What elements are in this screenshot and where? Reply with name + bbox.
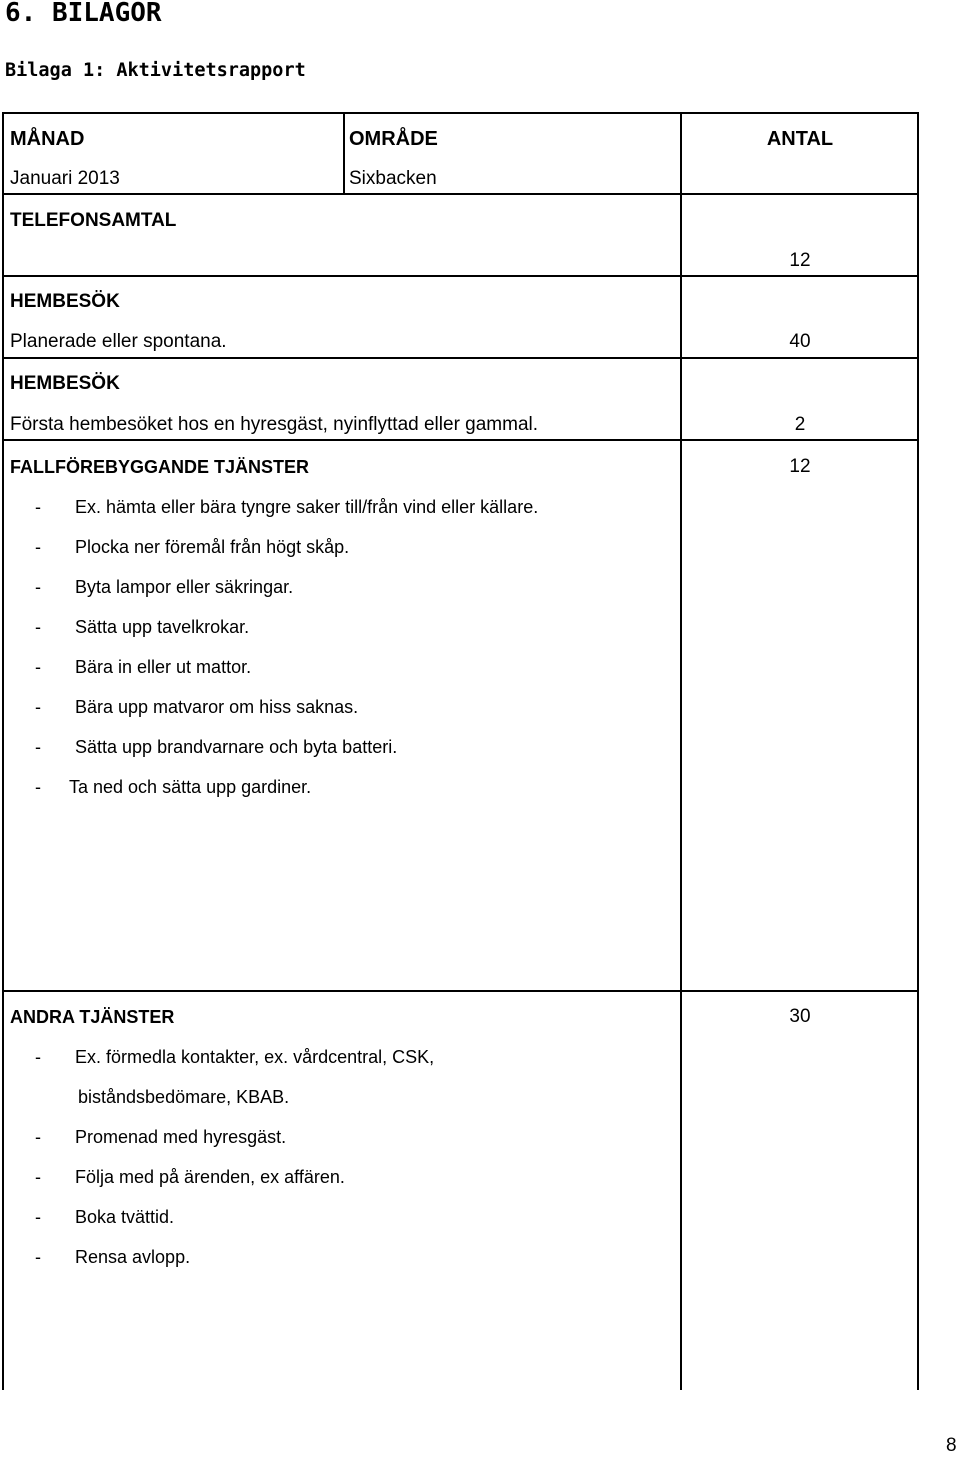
other-services-count: 30 [789, 1006, 811, 1027]
month-label: MÅNAD [10, 128, 85, 150]
list-marker: - [35, 1247, 41, 1267]
first-home-visits-count: 2 [794, 414, 806, 435]
list-item [0, 655, 680, 679]
list-marker: - [35, 777, 41, 797]
list-item-text: Sätta upp tavelkrokar. [75, 617, 250, 637]
list-item [0, 735, 680, 759]
list-marker: - [35, 697, 41, 717]
appendix-title: Bilaga 1: Aktivitetsrapport [5, 60, 306, 81]
row-divider [2, 357, 919, 359]
phone-calls-title: TELEFONSAMTAL [10, 210, 177, 231]
first-home-visits-description: Första hembesöket hos en hyresgäst, nyinflyttad eller gammal. [10, 414, 539, 435]
list-item-text: Promenad med hyresgäst. [75, 1127, 287, 1147]
list-item-continuation [0, 1085, 680, 1109]
list-marker: - [35, 1047, 41, 1067]
fall-prevention-title: FALLFÖREBYGGANDE TJÄNSTER [10, 457, 310, 477]
list-item [0, 1045, 680, 1069]
list-marker: - [35, 537, 41, 557]
table-border-right [917, 112, 919, 1390]
row-divider [2, 990, 919, 992]
list-item [0, 1125, 680, 1149]
list-item [0, 615, 680, 639]
list-marker: - [35, 1127, 41, 1147]
list-item-text: Plocka ner föremål från högt skåp. [75, 537, 350, 557]
list-item-text: Rensa avlopp. [75, 1247, 191, 1267]
list-item [0, 695, 680, 719]
area-value: Sixbacken [349, 168, 437, 189]
column-divider-area [343, 112, 345, 195]
list-item [0, 575, 680, 599]
list-item-text: biståndsbedömare, KBAB. [78, 1087, 290, 1107]
home-visits-count: 40 [789, 331, 811, 352]
list-marker: - [35, 497, 41, 517]
table-border-top [2, 112, 919, 114]
section-heading: 6. BILAGOR [5, 0, 162, 28]
list-item-text: Ex. hämta eller bära tyngre saker till/från vind eller källare. [75, 497, 539, 517]
first-home-visits-title: HEMBESÖK [10, 373, 120, 394]
list-item [0, 1245, 680, 1269]
list-marker: - [35, 577, 41, 597]
list-marker: - [35, 657, 41, 677]
page-number: 8 [946, 1435, 957, 1456]
list-item [0, 775, 680, 799]
list-marker: - [35, 1167, 41, 1187]
row-divider [2, 193, 919, 195]
list-marker: - [35, 1207, 41, 1227]
list-item-text: Följa med på ärenden, ex affären. [75, 1167, 345, 1187]
area-label: OMRÅDE [349, 128, 438, 150]
list-item-text: Bära in eller ut mattor. [75, 657, 252, 677]
fall-prevention-count: 12 [789, 456, 811, 477]
phone-calls-count: 12 [789, 250, 811, 271]
list-item [0, 1205, 680, 1229]
list-item-text: Ex. förmedla kontakter, ex. vårdcentral, CSK, [75, 1047, 435, 1067]
list-item [0, 495, 680, 519]
column-divider-count [680, 112, 682, 1390]
list-item-text: Sätta upp brandvarnare och byta batteri. [75, 737, 398, 757]
home-visits-description: Planerade eller spontana. [10, 331, 227, 352]
list-item-text: Boka tvättid. [75, 1207, 175, 1227]
list-item [0, 535, 680, 559]
row-divider [2, 439, 919, 441]
list-item-text: Ta ned och sätta upp gardiner. [69, 777, 312, 797]
list-item [0, 1165, 680, 1189]
list-item-text: Bära upp matvaror om hiss saknas. [75, 697, 359, 717]
row-divider [2, 275, 919, 277]
count-label: ANTAL [766, 128, 834, 150]
other-services-title: ANDRA TJÄNSTER [10, 1007, 175, 1027]
list-marker: - [35, 737, 41, 757]
list-item-text: Byta lampor eller säkringar. [75, 577, 294, 597]
list-marker: - [35, 617, 41, 637]
month-value: Januari 2013 [10, 168, 120, 189]
home-visits-title: HEMBESÖK [10, 291, 120, 312]
